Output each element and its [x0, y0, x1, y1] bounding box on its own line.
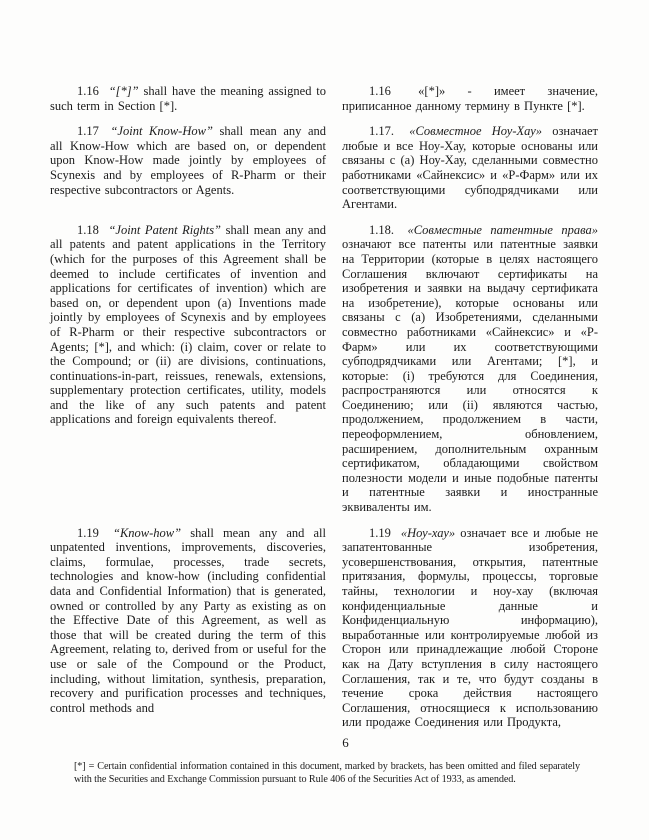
section-number: 1.16	[369, 84, 391, 98]
definition-ru-1-16	[342, 84, 598, 113]
defined-term: “Joint Patent Rights”	[108, 222, 222, 237]
definition-text: shall mean any and all Know-How which are based on, or dependent upon Know-How made jointly by employees of Scynexis and by employees of R-Pharm or their respective subcontractors or Agents.	[50, 124, 327, 197]
definition-en-1-19	[50, 526, 326, 730]
definition-row-1-19	[50, 526, 598, 730]
defined-term: “[*]”	[108, 84, 139, 98]
defined-term: «Совместное Ноу-Хау»	[409, 124, 542, 139]
definition-ru-1-17	[342, 124, 598, 212]
section-number: 1.18.	[369, 222, 394, 237]
defined-term: «Ноу-хау»	[400, 525, 456, 540]
definition-en-1-16	[50, 84, 326, 113]
definition-ru-1-19	[342, 526, 598, 730]
definition-en-1-18	[50, 223, 326, 515]
definition-text: shall have the meaning assigned to such term in Section [*].	[50, 84, 327, 113]
section-number: 1.19	[77, 525, 99, 540]
section-number: 1.19	[369, 525, 391, 540]
definition-text: означают все патенты или патентные заявки на Территории (которые в целях настоящего Соглашения включают сертификаты на изобретения и заявки на выдачу сертификата на изобретение), которые основаны или связаны с (а) Изобретениями, сделанными совместно работниками «Сайнексис» и «Р-Фарм» или их соответствующими субподрядчиками или Агентами; [*], и которые: (i) требуются для Соединения, распространяются или относятся к Соединению; или (ii) являются частью, продолжением, продолжением в части, переоформлением, обновлением, расширением, дополнительным охранным сертификатом, обладающими свойством полезности модели и иные подобные патенты и патентные заявки и иностранные эквиваленты им.	[342, 237, 598, 515]
defined-term: “Joint Know-How”	[110, 124, 213, 139]
definition-en-1-17	[50, 124, 326, 212]
section-number: 1.18	[77, 222, 99, 237]
defined-term: «Совместные патентные права»	[407, 222, 599, 237]
page-number: 6	[342, 735, 349, 750]
definitions-content	[50, 84, 598, 741]
definition-ru-1-18	[342, 223, 598, 515]
definition-row-1-17	[50, 124, 598, 212]
footnote: [*] = Certain confidential information contained in this document, marked by brackets, has been omitted and filed separately with the Securities and Exchange Commission pursuant to Rule 406 of the Securities Act of 1933, as amended.	[74, 761, 580, 785]
section-number: 1.17.	[369, 124, 394, 139]
definition-row-1-18	[50, 223, 598, 515]
definition-text: означает любые и все Ноу-Хау, которые основаны или связаны с (а) Ноу-Хау, сделанными совместно работниками «Сайнексис» и «Р-Фарм» или их соответствующими субподрядчиками или Агентами.	[342, 124, 599, 212]
section-number: 1.16	[77, 84, 99, 98]
section-number: 1.17	[77, 124, 99, 139]
defined-term: “Know-how”	[113, 525, 182, 540]
definition-text: «[*]» - имеет значение, приписанное данному термину в Пункте [*].	[342, 84, 598, 113]
definition-text: shall mean any and all unpatented inventions, improvements, discoveries, claims, formulae, processes, trade secrets, technologies and know-how (including confidential data and Confidential Information) that is generated, owned or controlled by any Party as existing as on the Effective Date of this Agreement, as well as those that will be created during the term of this Agreement, relating to, derived from or useful for the use or sale of the Compound or the Product, including, without limitation, synthesis, preparation, recovery and purification processes and techniques, control methods and	[50, 525, 326, 715]
definition-row-1-16	[50, 84, 598, 113]
definition-text: означает все и любые не запатентованные изобретения, усовершенствования, открытия, патентные притязания, формулы, процессы, торговые тайны, технологии и ноу-хау (включая конфиденциальные данные и Конфиденциальную информацию), выработанные или контролируемые любой из Сторон или принадлежащие любой Стороне как на Дату вступления в силу настоящего Соглашения, так и те, что будут созданы в течение срока действия настоящего Соглашения, относящиеся к использованию или продаже Соединения или Продукта,	[342, 525, 598, 730]
definition-text: shall mean any and all patents and patent applications in the Territory (which for the purposes of this Agreement shall be deemed to include certificates of invention and applications for certificates of invention) which are based on, or dependent upon (a) Inventions made jointly by employees of Scynexis and by employees of R-Pharm or their respective subcontractors or Agents; [*], and which: (i) claim, cover or relate to the Compound; or (ii) are divisions, continuations, continuations-in-part, reissues, renewals, extensions, supplementary protection certificates, utility, models and the like of any such patents and patent applications and foreign equivalents thereof.	[50, 222, 327, 427]
